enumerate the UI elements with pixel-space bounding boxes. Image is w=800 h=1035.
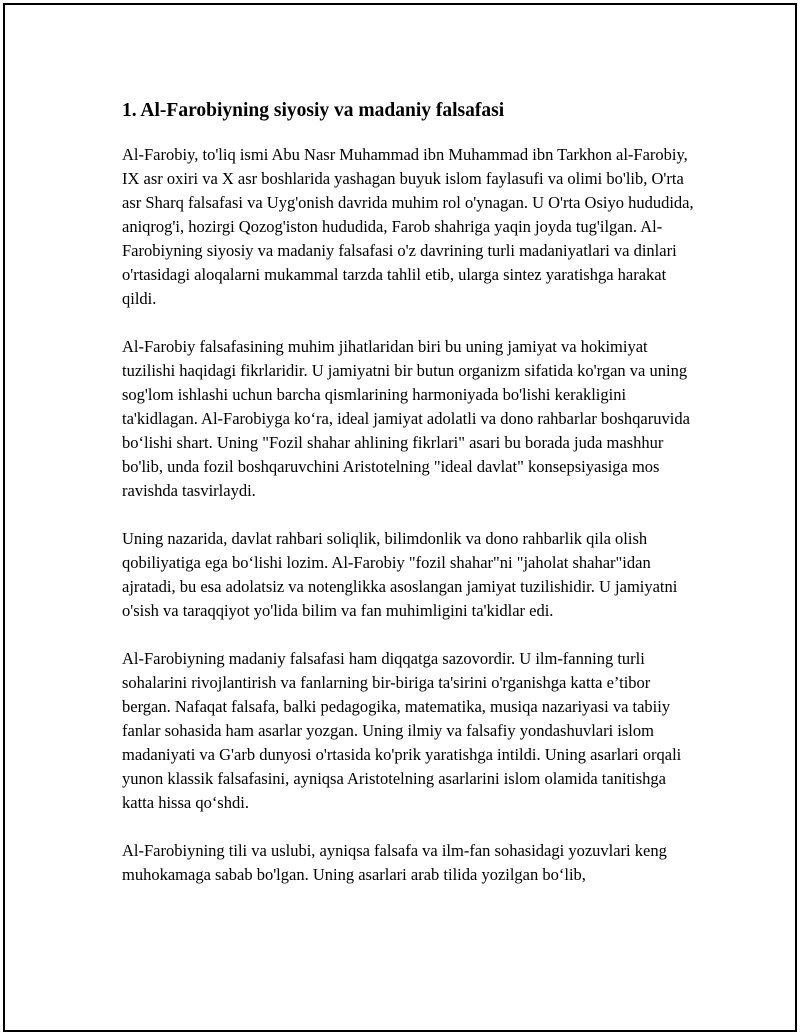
document-body bbox=[122, 97, 702, 911]
paragraph: Al-Farobiyning tili va uslubi, ayniqsa falsafa va ilm-fan sohasidagi yozuvlari keng muhokamaga sabab bo'lgan. Uning asarlari arab tilida yozilgan bo‘lib, bbox=[122, 841, 667, 884]
section-heading: 1. Al-Farobiyning siyosiy va madaniy falsafasi bbox=[122, 100, 505, 121]
paragraph: Al-Farobiy falsafasining muhim jihatlaridan biri bu uning jamiyat va hokimiyat tuzilishi haqidagi fikrlaridir. U jamiyatni bir butun organizm sifatida ko'rgan va uning sog'lom ishlashi uchun barcha qismlarining harmoniyada bo'lishi kerakligini ta'kidlagan. Al-Farobiyga ko‘ra, ideal jamiyat adolatli va dono rahbarlar boshqaruvida bo‘lishi shart. Uning "Fozil shahar ahlining fikrlari" asari bu borada juda mashhur bo'lib, unda fozil boshqaruvchini Aristotelning "ideal davlat" konsepsiyasiga mos ravishda tasvirlaydi. bbox=[122, 337, 690, 500]
paragraph: Uning nazarida, davlat rahbari soliqlik, bilimdonlik va dono rahbarlik qila olish qobiliyatiga ega bo‘lishi lozim. Al-Farobiy "fozil shahar"ni "jaholat shahar"idan ajratadi, bu esa adolatsiz va notenglikka asoslangan jamiyat tuzilishidir. U jamiyatni o'sish va taraqqiyot yo'lida bilim va fan muhimligini ta'kidlar edi. bbox=[122, 529, 678, 620]
paragraph: Al-Farobiy, to'liq ismi Abu Nasr Muhammad ibn Muhammad ibn Tarkhon al-Farobiy, IX asr oxiri va X asr boshlarida yashagan buyuk islom faylasufi va olimi bo'lib, O'rta asr Sharq falsafasi va Uyg'onish davrida muhim rol o'ynagan. U O'rta Osiyo hududida, aniqrog'i, hozirgi Qozog'iston hududida, Farob shahriga yaqin joyda tug'ilgan. Al-Farobiyning siyosiy va madaniy falsafasi o'z davrining turli madaniyatlari va dinlari o'rtasidagi aloqalarni mukammal tarzda tahlil etib, ularga sintez yaratishga harakat qildi. bbox=[122, 145, 694, 308]
page-frame bbox=[3, 3, 797, 1032]
paragraph: Al-Farobiyning madaniy falsafasi ham diqqatga sazovordir. U ilm-fanning turli sohalarini rivojlantirish va fanlarning bir-biriga ta'sirini o'rganishga katta e’tibor bergan. Nafaqat falsafa, balki pedagogika, matematika, musiqa nazariyasi va tabiiy fanlar sohasida ham asarlar yozgan. Uning ilmiy va falsafiy yondashuvlari islom madaniyati va G'arb dunyosi o'rtasida ko'prik yaratishga intildi. Uning asarlari orqali yunon klassik falsafasini, ayniqsa Aristotelning asarlarini islom olamida tanitishga katta hissa qo‘shdi. bbox=[122, 649, 682, 812]
